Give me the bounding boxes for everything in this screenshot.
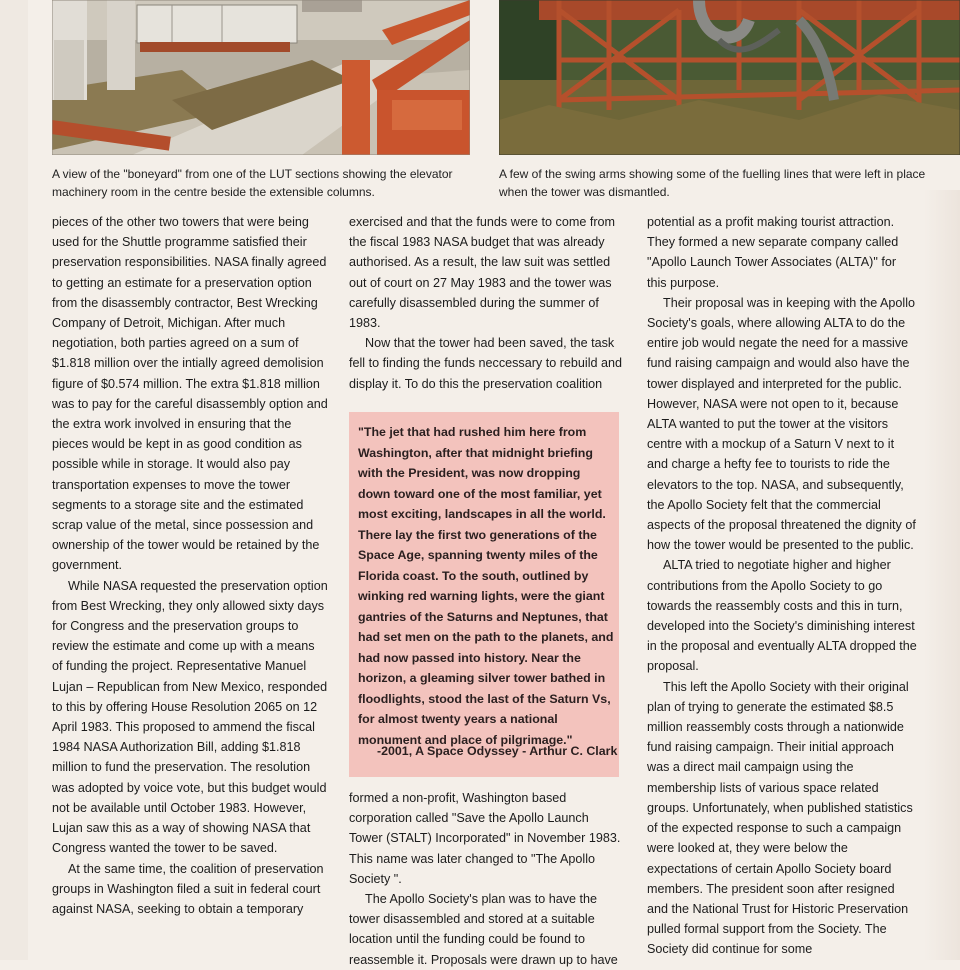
paragraph: ALTA tried to negotiate higher and higher contributions from the Apollo Society to go towards the reassembly costs and this in turn, developed into the Society's diminishing interest in the proposal and eventually ALTA dropped the proposal. [647, 558, 917, 674]
pull-quote-box [349, 412, 619, 777]
paragraph: Now that the tower had been saved, the task fell to finding the funds neccessary to rebuild and display it. To do this the preservation coalition [349, 336, 623, 391]
boneyard-photo [52, 0, 470, 155]
swing-arms-photo-caption: A few of the swing arms showing some of the fuelling lines that were left in place when the tower was dismantled. [499, 167, 926, 199]
page-margin [0, 0, 28, 960]
paragraph: The Apollo Society's plan was to have the tower disassembled and stored at a suitable location until the funding could be found to reassemble it. Proposals were drawn up to have [349, 892, 618, 967]
paragraph: exercised and that the funds were to come from the fiscal 1983 NASA budget that was already authorised. As a result, the law suit was settled out of court on 27 May 1983 and the tower was carefully disassembled during the summer of 1983. [349, 215, 616, 331]
pull-quote-attribution: -2001, A Space Odyssey - Arthur C. Clark [377, 744, 618, 758]
article-column-1 [52, 212, 328, 919]
boneyard-photo-caption: A view of the "boneyard" from one of the LUT sections showing the elevator machinery room in the centre beside the extensible columns. [52, 167, 453, 199]
swing-arms-photo [499, 0, 960, 155]
article-column-2-bottom [349, 788, 623, 970]
paragraph: Their proposal was in keeping with the Apollo Society's goals, where allowing ALTA to do the entire job would negate the need for a massive fund raising campaign and would also have the tower displayed and interpreted for the public. However, NASA were not open to it, because ALTA wanted to put the tower at the visitors centre with a mockup of a Saturn V next to it and charge a hefty fee to tourists to ride the elevators to the top. NASA, and subsequently, the Apollo Society felt that the commercial aspects of the proposal threatened the dignity of how the tower would be presented to the public. [647, 295, 916, 553]
article-column-3 [647, 212, 917, 960]
paragraph: While NASA requested the preservation option from Best Wrecking, they only allowed sixty days for Congress and the preservation groups to review the estimate and come up with a means of funding the project. Representative Manuel Lujan – Republican from New Mexico, responded to this by offering House Resolution 2065 on 12 April 1983. This proposed to ammend the fiscal 1984 NASA Authorization Bill, adding $1.818 million to fund the preservation. The resolution was adopted by voice vote, but this budget would not be available until October 1983. However, Lujan saw this as a way of showing NASA that Congress wanted the tower to be saved. [52, 578, 328, 856]
paragraph: This left the Apollo Society with their original plan of trying to generate the estimated $8.5 million reassembly costs through a nationwide fund raising campaign. Their initial approach was a direct mail campaign using the membership lists of various space related groups. Unfortunately, when published statistics of the expected response to such a campaign were looked at, they were below the expectations of certain Apollo Society board members. The president soon after resigned and the National Trust for Historic Preservation pulled formal support from the Society. The Society did continue for some [647, 679, 913, 957]
paragraph: At the same time, the coalition of preservation groups in Washington filed a suit in federal court against NASA, seeking to obtain a temporary [52, 861, 324, 916]
paragraph: pieces of the other two towers that were being used for the Shuttle programme satisfied their preservation responsibilities. NASA finally agreed to getting an estimate for a preservation option from the disassembly contractor, Best Wrecking Company of Detroit, Michigan. After much negotiation, both parties agreed on a sum of $1.818 million over the intially agreed demolision figure of $0.574 million. The extra $1.818 million was to pay for the careful disassembly option and the extra work involved in ensuring that the pieces would be kept in as good condition as possible while in storage. It would also pay transportation expenses to move the tower segments to a storage site and the estimated scrap value of the metal, since possession and ownership of the tower would be retained by the government. [52, 215, 328, 573]
pull-quote-text: "The jet that had rushed him here from Washington, after that midnight briefing with the President, was now dropping down toward one of the most familiar, yet most exciting, landscapes in all the world. There lay the first two generations of the Space Age, spanning twenty miles of the Florida coast. To the south, outlined by winking red warning lights, were the giant gantries of the Saturns and Neptunes, that had set men on the path to the planets, and had now passed into history. Near the horizon, a gleaming silver tower bathed in floodlights, stood the last of the Saturn Vs, for almost twenty years a national monument and place of pilgrimage." [358, 425, 614, 747]
paragraph: potential as a profit making tourist attraction. They formed a new separate company called "Apollo Launch Tower Associates (ALTA)" for this purpose. [647, 215, 899, 290]
paragraph: formed a non-profit, Washington based corporation called "Save the Apollo Launch Tower (STALT) Incorporated" in November 1983. This name was later changed to "The Apollo Society ". [349, 791, 621, 886]
article-column-2-top [349, 212, 623, 394]
show-through-edge [924, 190, 960, 960]
